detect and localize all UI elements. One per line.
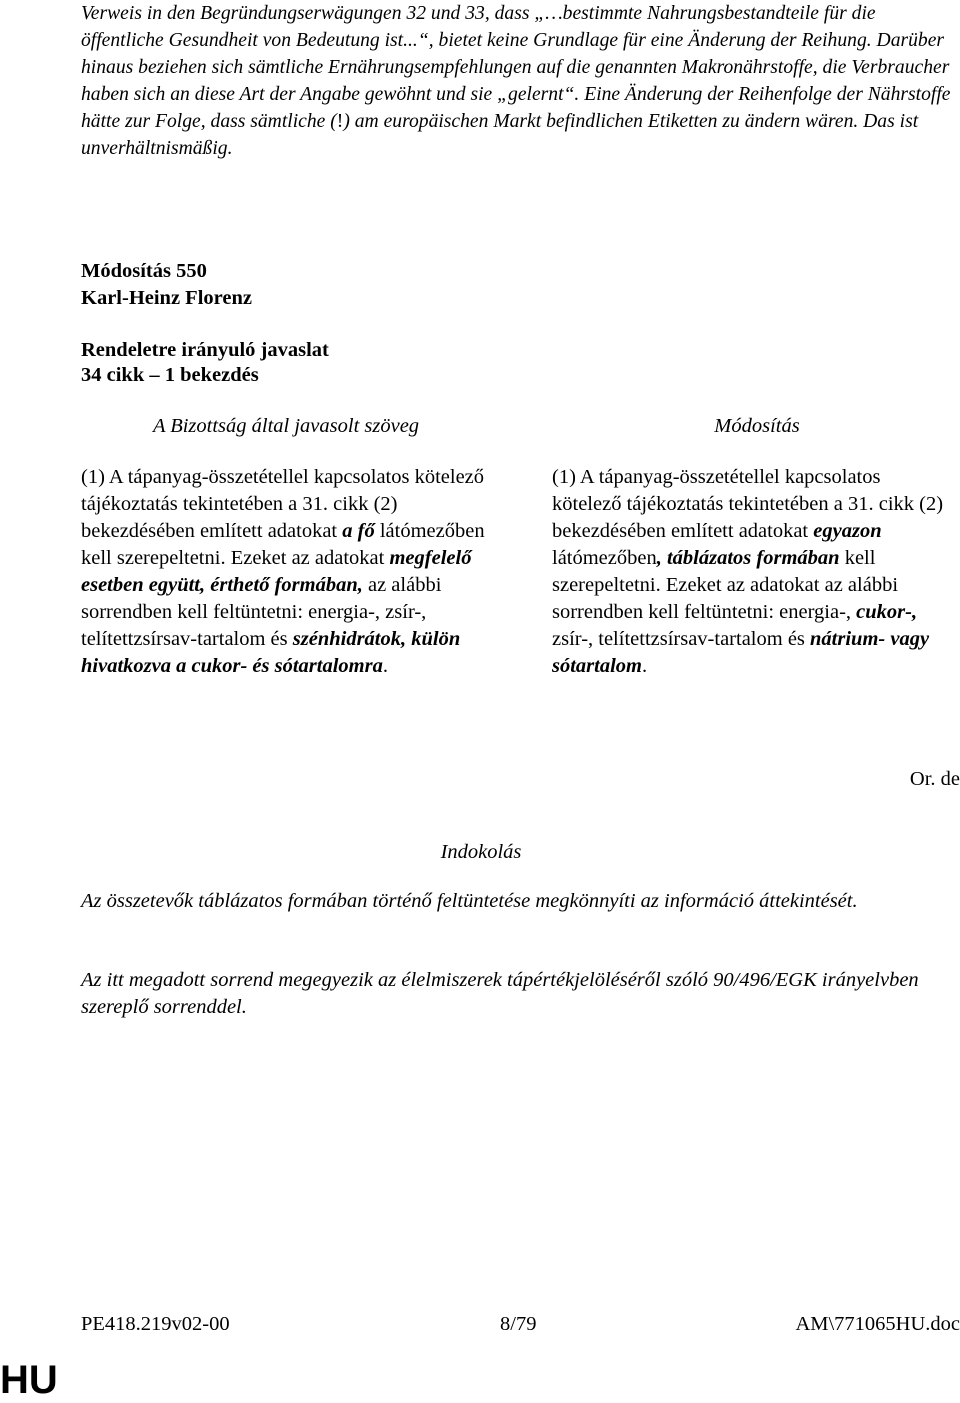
commission-text [81, 464, 486, 680]
justification-paragraph-1: Az összetevők táblázatos formában történő feltüntetése megkönnyíti az információ áttekintését. [81, 890, 858, 912]
right-bold-3: cukor-, [856, 601, 918, 623]
article-reference: 34 cikk – 1 bekezdés [81, 364, 259, 386]
right-bold-2: , táblázatos formában [656, 547, 840, 569]
intro-paragraph [81, 0, 956, 162]
right-text-4: zsír-, telítettzsírsav-tartalom és [552, 628, 811, 650]
left-text-2: látómezőben kell szerepeltetni. Ezeket az adatokat [81, 520, 485, 569]
right-bold-1: egyazon [813, 520, 882, 542]
left-text-3: az alábbi sorrendben kell feltüntetni: energia-, zsír-, telítettzsírsav-tartalom és [81, 574, 442, 650]
language-code: HU [0, 1358, 58, 1402]
footer-doc-ref: PE418.219v02-00 [81, 1313, 230, 1335]
left-column-heading: A Bizottság által javasolt szöveg [152, 415, 420, 437]
right-text-2: látómezőben [552, 547, 657, 569]
intro-text-1: Verweis in den Begründungserwägungen 32 und 33, dass „…bestimmte Nahrungsbestandteile für die öffentliche Gesundheit von Bedeutung ist...“, bietet keine Grundlage für eine Änderung der Reihung. Darüber hinaus beziehen sich sämtliche Ernährungsempfehlungen auf die genannten Makronährstoffe, die Verbraucher haben sich an diese Art der Angabe gewöhnt und sie „gelernt“. Eine Änderung der Reihenfolge der Nährstoffe hätte zur Folge, dass sämtliche ( [81, 3, 951, 132]
right-text-1: (1) A tápanyag-összetétellel kapcsolatos kötelező tájékoztatás tekintetében a 31. cikk (2) bekezdésében említett adatokat [552, 466, 944, 542]
footer-file-name: AM\771065HU.doc [795, 1313, 960, 1335]
amendment-text [552, 464, 947, 680]
left-bold-1: a fő [342, 520, 375, 542]
amendment-author: Karl-Heinz Florenz [81, 287, 252, 309]
proposal-title: Rendeletre irányuló javaslat [81, 339, 329, 361]
original-language: Or. de [909, 768, 960, 790]
left-bold-3: szénhidrátok, külön hivatkozva a cukor- és sótartalomra [81, 628, 461, 677]
right-text-5: . [642, 655, 648, 677]
left-bold-2: megfelelő esetben együtt, érthető formában, [81, 547, 472, 596]
right-column-heading: Módosítás [714, 415, 800, 437]
amendment-number: Módosítás 550 [81, 260, 207, 282]
left-text-1: (1) A tápanyag-összetétellel kapcsolatos kötelező tájékoztatás tekintetében a 31. cikk (2) bekezdésében említett adatokat [81, 466, 485, 542]
right-bold-4: nátrium- vagy sótartalom [552, 628, 930, 677]
footer-page-number: 8/79 [500, 1313, 537, 1335]
intro-exclamation: ! [336, 111, 344, 132]
right-text-3: kell szerepeltetni. Ezeket az adatokat az alábbi sorrendben kell feltüntetni: energia-, [552, 547, 899, 623]
intro-text-2: ) am europäischen Markt befindlichen Etiketten zu ändern wären. Das ist unverhältnismäßig. [81, 111, 919, 159]
justification-paragraph-2: Az itt megadott sorrend megegyezik az élelmiszerek tápértékjelöléséről szóló 90/496/EGK irányelvben szereplő sorrenddel. [81, 969, 919, 1018]
justification-heading: Indokolás [440, 841, 522, 863]
left-text-4: . [382, 655, 388, 677]
